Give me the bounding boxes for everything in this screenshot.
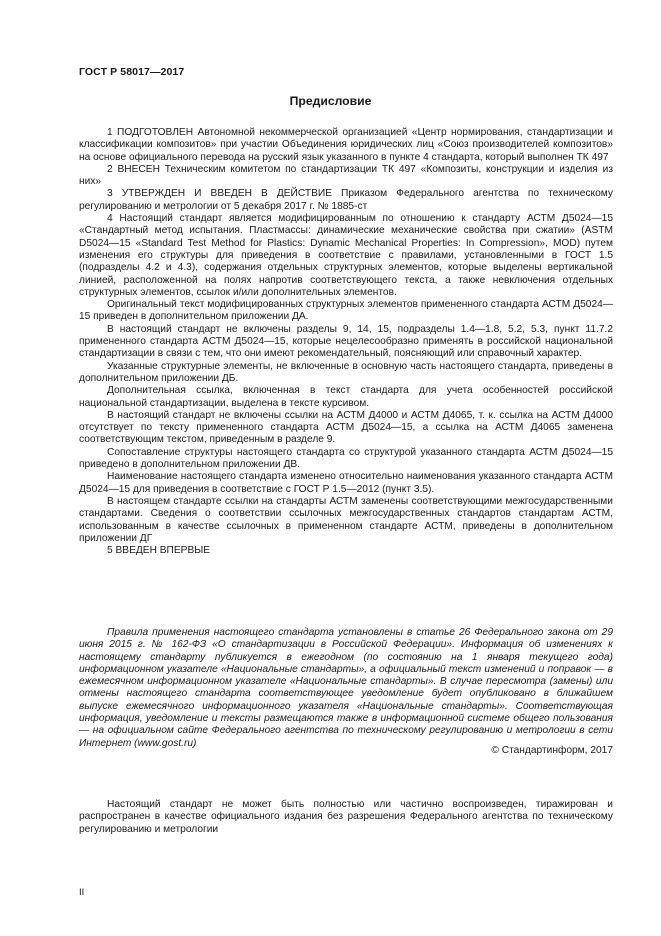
paragraph-excluded-elements: Указанные структурные элементы, не включенные в основную часть настоящего стандарта, приведены в дополнительном приложении ДБ. (79, 360, 613, 384)
paragraph-reference-replacement: В настоящем стандарте ссылки на стандарты АСТМ заменены соответствующими межгосударственными стандартами. Сведения о соответствии ссылочных межгосударственных стандартов стандартам АСТМ, использованным в качестве ссылочных в примененном стандарте АСТМ, приведены в дополнительном приложении ДГ (79, 495, 613, 544)
paragraph-item-1: 1 ПОДГОТОВЛЕН Автономной некоммерческой организацией «Центр нормирования, стандартизации и классификации композитов» при участии Объединения юридических лиц «Союз производителей композитов» на основе официального перевода на русский язык указанного в пункте 4 стандарта, который выполнен ТК 497 (79, 127, 613, 163)
rules-notice-text: Правила применения настоящего стандарта установлены в статье 26 Федерального закона от 29 июня 2015 г. № 162-ФЗ «О стандартизации в Российской Федерации». Информация об изменениях к настоящему стандарту публикуется в ежегодном (по состоянию на 1 января текущего года) информационном указателе «Национальные стандарты», а официальный текст изменений и поправок — в ежемесячном информационном указателе «Национальные стандарты». В случае пересмотра (замены) или отмены настоящего стандарта соответствующее уведомление будет опубликовано в ближайшем выпуске ежемесячного информационного указателя «Национальные стандарты». Соответствующая информация, уведомление и тексты размещаются также в информационной системе общего пользования — на официальном сайте Федерального агентства по техническому регулированию и метрологии в сети Интернет (www.gost.ru) (79, 627, 613, 749)
copyright-line: © Стандартинформ, 2017 (491, 745, 613, 756)
reproduction-notice-text: Настоящий стандарт не может быть полностью или частично воспроизведен, тиражирован и распространен в качестве официального издания без разрешения Федерального агентства по техническому регулированию и метрологии (79, 799, 613, 835)
paragraph-excluded-sections: В настоящий стандарт не включены разделы 9, 14, 15, подразделы 1.4—1.8, 5.2, 5.3, пункт 11.7.2 примененного стандарта АСТМ Д5024—15, которые нецелесообразно применять в российской национальной стандартизации в связи с тем, что они имеют рекомендательный, поясняющий или справочный характер. (79, 323, 613, 360)
paragraph-original-text: Оригинальный текст модифицированных структурных элементов примененного стандарта АСТМ Д5024—15 приведен в дополнительном приложении ДА. (79, 299, 613, 323)
page-number: II (79, 887, 85, 898)
paragraph-item-2: 2 ВНЕСЕН Техническим комитетом по стандартизации ТК 497 «Композиты, конструкции и изделия из них» (79, 163, 613, 188)
reproduction-notice (79, 799, 613, 836)
paragraph-title-change: Наименование настоящего стандарта изменено относительно наименования указанного стандарта АСТМ Д5024—15 для приведения в соответствие с ГОСТ Р 1.5—2012 (пункт 3.5). (79, 471, 613, 495)
paragraph-item-3: 3 УТВЕРЖДЕН И ВВЕДЕН В ДЕЙСТВИЕ Приказом Федерального агентства по техническому регулированию и метрологии от 5 декабря 2017 г. № 1885-ст (79, 188, 613, 212)
paragraph-item-5: 5 ВВЕДЕН ВПЕРВЫЕ (107, 545, 211, 557)
paragraph-excluded-references: В настоящий стандарт не включены ссылки на АСТМ Д4000 и АСТМ Д4065, т. к. ссылка на АСТМ Д4000 отсутствует по тексту примененного стандарта АСТМ Д5024—15, а ссылка на АСТМ Д4065 заменена соответствующим текстом, приведенным в разделе 9. (79, 409, 613, 446)
paragraph-structure-comparison: Сопоставление структуры настоящего стандарта со структурой указанного стандарта АСТМ Д5024—15 приведено в дополнительном приложении ДВ. (79, 446, 613, 471)
section-title: Предисловие (289, 94, 372, 108)
paragraph-additional-reference: Дополнительная ссылка, включенная в текст стандарта для учета особенностей российской национальной стандартизации, выделена в тексте курсивом. (79, 385, 613, 409)
rules-notice (79, 627, 613, 750)
paragraph-item-4: 4 Настоящий стандарт является модифицированным по отношению к стандарту АСТМ Д5024—15 «Стандартный метод испытания. Пластмассы: динамические механические свойства при сжатии» (ASTM D5024—15 «Standard Test Method for Plastics: Dynamic Mechanical Properties: In Compression», MOD) путем изменения его структуры для приведения в соответствие с правилами, установленными в ГОСТ 1.5 (подразделы 4.2 и 4.3), содержания отдельных структурных элементов, которые выделены вертикальной линией, расположенной на полях напротив соответствующего текста, а также невключения отдельных структурных элементов, ссылок и/или дополнительных элементов. (79, 213, 613, 298)
foreword-body (79, 127, 613, 557)
document-header: ГОСТ Р 58017—2017 (79, 66, 185, 78)
